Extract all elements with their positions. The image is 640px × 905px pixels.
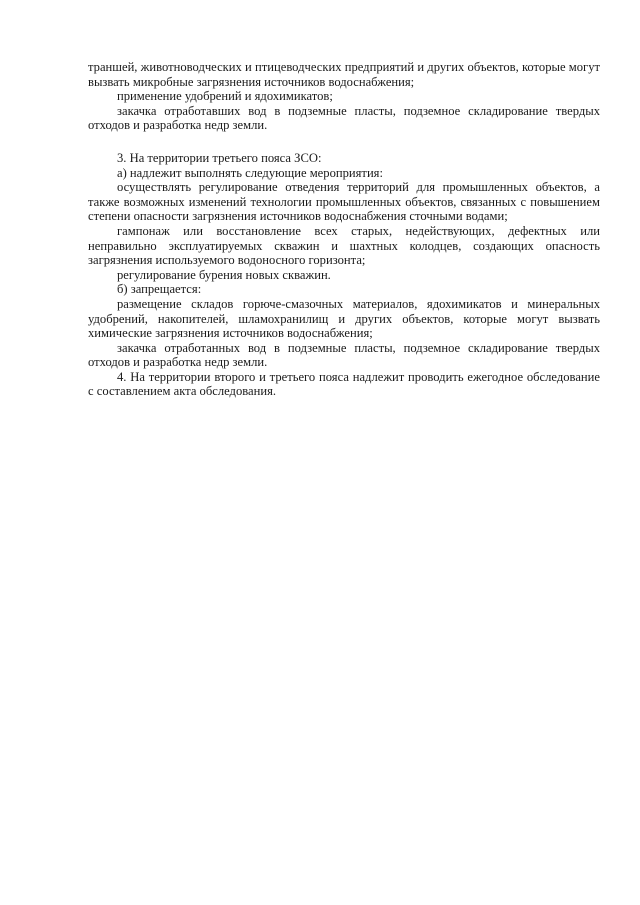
paragraph-measures-heading: а) надлежит выполнять следующие мероприятия:: [117, 165, 383, 180]
paragraph-territory-regulation: осуществлять регулирование отведения территорий для промышленных объектов, а также возможных изменений технологии промышленных объектов, связанных с повышением степени опасности загрязнения источников водоснабжения сточными водами;: [88, 180, 600, 224]
document-body: [88, 60, 600, 399]
paragraph-storage-prohibition: размещение складов горюче-смазочных материалов, ядохимикатов и минеральных удобрений, накопителей, шламохранилищ и других объектов, которые могут вызвать химические загрязнения источников водоснабжения;: [88, 296, 600, 341]
section-heading-third-zone: 3. На территории третьего пояса ЗСО:: [117, 150, 322, 165]
paragraph-injection-third-zone: закачка отработанных вод в подземные пласты, подземное складирование твердых отходов и разработка недр земли.: [88, 340, 600, 370]
paragraph-fertilizers: применение удобрений и ядохимикатов;: [117, 89, 333, 104]
paragraph-well-plugging: гампонаж или восстановление всех старых, недействующих, дефектных или неправильно эксплуатируемых скважин и шахтных колодцев, создающих опасность загрязнения используемого водоносного горизонта;: [88, 223, 600, 268]
paragraph-injection-second-zone: закачка отработавших вод в подземные пласты, подземное складирование твердых отходов и разработка недр земли.: [88, 103, 600, 133]
paragraph-continuation: траншей, животноводческих и птицеводческих предприятий и других объектов, которые могут вызвать микробные загрязнения источников водоснабжения;: [88, 60, 600, 89]
paragraph-drilling-regulation: регулирование бурения новых скважин.: [117, 267, 331, 282]
section-annual-inspection: 4. На территории второго и третьего пояса надлежит проводить ежегодное обследование с составлением акта обследования.: [88, 369, 600, 399]
paragraph-prohibited-heading: б) запрещается:: [117, 282, 202, 297]
